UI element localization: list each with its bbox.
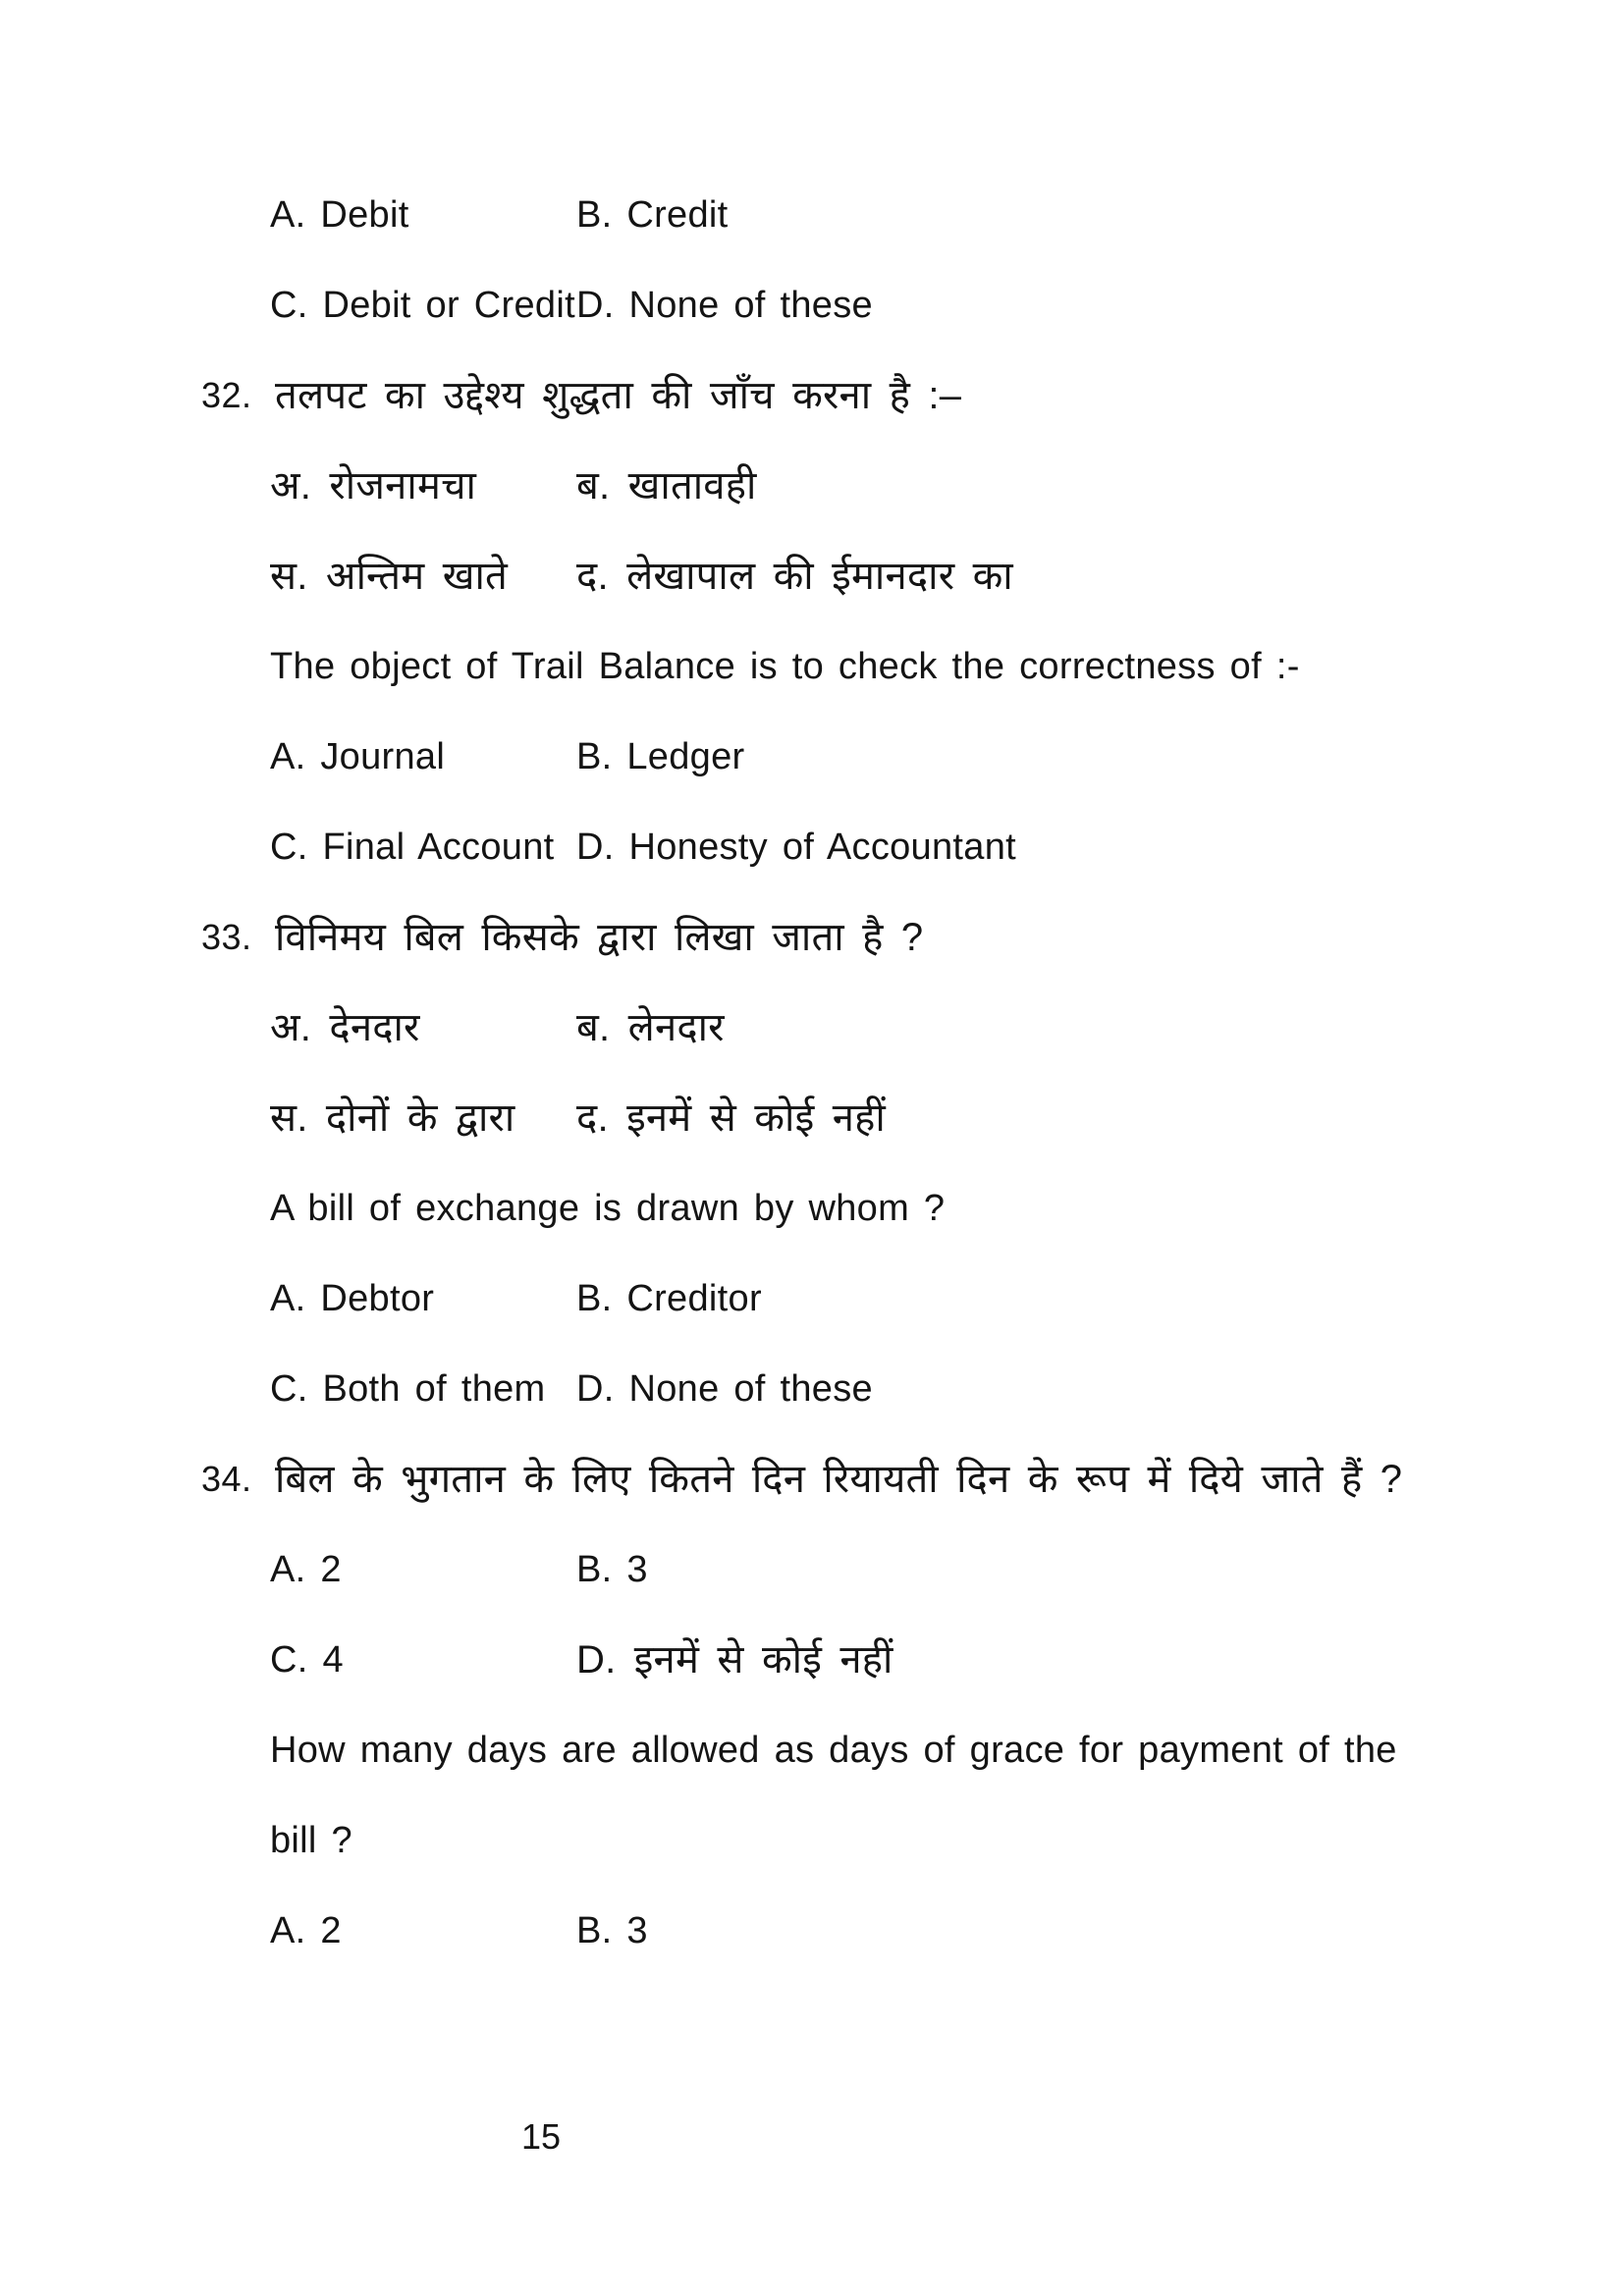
option-c: C. Debit or Credit xyxy=(270,285,575,326)
question-34 xyxy=(201,1457,1585,1502)
question-32-number: 32. xyxy=(201,375,252,415)
option-a: A. Debit xyxy=(270,194,409,236)
question-33-hindi-text: विनिमय बिल किसके द्वारा लिखा जाता है ? xyxy=(275,916,924,959)
question-34-hindi-text: बिल के भुगतान के लिए कितने दिन रियायती दिन के रूप में दिये जाते हैं ? xyxy=(275,1458,1403,1501)
question-34-english-text-line-2: bill ? xyxy=(270,1820,352,1861)
option-b: B. 3 xyxy=(576,1549,648,1590)
option-c-hindi: स. अन्तिम खाते xyxy=(270,555,509,598)
question-32-hindi-text: तलपट का उद्देश्य शुद्धता की जाँच करना है :– xyxy=(275,374,962,417)
option-d: D. Honesty of Accountant xyxy=(576,827,1016,868)
option-b: B. Credit xyxy=(576,194,729,236)
question-34-english-options-row-1 xyxy=(201,1908,1585,1953)
option-d: D. None of these xyxy=(576,285,873,326)
question-32-english-options-row-1 xyxy=(201,734,1585,779)
option-c: C. Both of them xyxy=(270,1368,546,1410)
question-32-hindi-options-row-2 xyxy=(201,554,1585,599)
option-a: A. Debtor xyxy=(270,1278,435,1319)
page-number: 15 xyxy=(521,2116,562,2157)
question-33-english-options-row-1 xyxy=(201,1276,1585,1321)
option-b: B. Creditor xyxy=(576,1278,762,1319)
option-b-hindi: ब. लेनदार xyxy=(576,1006,725,1049)
question-33-hindi-options-row-2 xyxy=(201,1095,1585,1141)
question-33-hindi-options-row-1 xyxy=(201,1005,1585,1050)
prev-question-options-row-1 xyxy=(201,192,1585,238)
option-b-hindi: ब. खातावही xyxy=(576,464,757,507)
question-33-number: 33. xyxy=(201,917,252,957)
option-a: A. 2 xyxy=(270,1549,342,1590)
option-d-hindi: द. लेखापाल की ईमानदार का xyxy=(576,555,1013,598)
option-a-hindi: अ. रोजनामचा xyxy=(270,464,477,507)
option-b: B. Ledger xyxy=(576,736,745,777)
question-32-hindi-options-row-1 xyxy=(201,463,1585,508)
option-d: D. None of these xyxy=(576,1368,873,1410)
question-33-english-text: A bill of exchange is drawn by whom ? xyxy=(270,1188,946,1229)
page-content xyxy=(201,192,1585,1953)
question-32-english-text: The object of Trail Balance is to check the correctness of :- xyxy=(270,646,1300,687)
option-c: C. 4 xyxy=(270,1639,344,1681)
option-d-hindi: D. इनमें से कोई नहीं xyxy=(576,1638,893,1682)
question-33 xyxy=(201,915,1585,960)
option-b: B. 3 xyxy=(576,1910,648,1951)
option-a: A. Journal xyxy=(270,736,446,777)
option-a-hindi: अ. देनदार xyxy=(270,1006,420,1049)
question-32-english-options-row-2 xyxy=(201,825,1585,870)
prev-question-options-row-2 xyxy=(201,283,1585,328)
question-33-english-options-row-2 xyxy=(201,1366,1585,1412)
question-34-options-row-2 xyxy=(201,1637,1585,1682)
option-d-hindi: द. इनमें से कोई नहीं xyxy=(576,1096,886,1140)
question-34-number: 34. xyxy=(201,1459,252,1499)
option-c: C. Final Account xyxy=(270,827,555,868)
question-32 xyxy=(201,373,1585,418)
question-34-options-row-1 xyxy=(201,1547,1585,1592)
option-a: A. 2 xyxy=(270,1910,342,1951)
question-34-english-text-line-1: How many days are allowed as days of grace for payment of the xyxy=(270,1730,1397,1771)
option-c-hindi: स. दोनों के द्वारा xyxy=(270,1096,515,1140)
